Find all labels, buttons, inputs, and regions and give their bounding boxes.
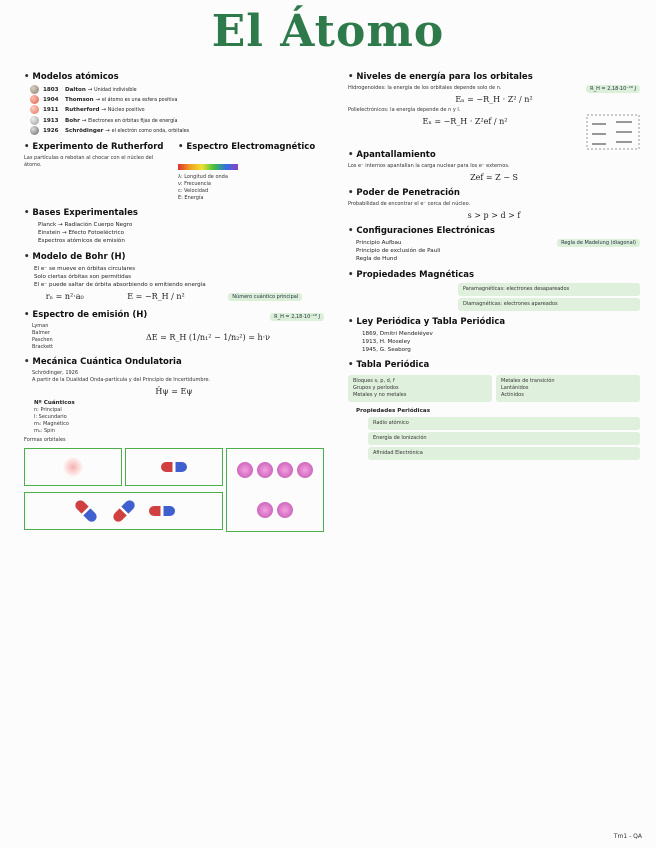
schrodinger-eq: Ĥψ = Eψ <box>155 387 193 397</box>
modelo-item: 1926 Schrödinger → el electrón como onda, orbitales <box>24 126 324 136</box>
config-item: Principio de exclusión de Pauli <box>356 248 441 255</box>
section-penet <box>348 188 640 220</box>
energy-diagram <box>586 114 640 150</box>
section-heading: • Mecánica Cuántica Ondulatoria <box>24 357 324 367</box>
section-config <box>348 226 640 264</box>
espectro-label: c: Velocidad <box>178 188 209 195</box>
modelo-year: 1904 <box>43 97 59 104</box>
orbitales-label: Formas orbitales <box>24 437 66 444</box>
section-ley <box>348 317 640 355</box>
section-mecanica <box>24 357 324 532</box>
orbital-p <box>125 448 223 486</box>
atom-icon <box>30 126 39 135</box>
left-column <box>24 72 324 538</box>
props-heading: Propiedades Periódicas <box>356 408 431 415</box>
tabla-item: Actínidos <box>501 392 524 399</box>
section-bohr <box>24 252 324 305</box>
section-emision <box>24 310 324 351</box>
modelos-list <box>24 85 324 136</box>
modelo-item: 1803 Dalton → Unidad indivisible <box>24 85 324 95</box>
section-heading: • Espectro de emisión (H) <box>24 310 147 320</box>
modelo-item: 1911 Rutherford → Núcleo positivo <box>24 105 324 115</box>
niveles-badge: R_H = 2,18·10⁻¹⁸ J <box>586 85 640 93</box>
penet-text: Probabilidad de encontrar el e⁻ cerca del núcleo. <box>348 201 471 207</box>
emision-formula: ΔE = R_H (1/n₁² − 1/n₂²) = h·ν <box>145 332 271 342</box>
footer-label: Tm1 - QA <box>613 833 642 840</box>
section-heading: • Tabla Periódica <box>348 360 640 370</box>
niveles-text: Hidrogenoides: la energía de los orbitales depende solo de n. <box>348 85 502 91</box>
section-heading: • Modelos atómicos <box>24 72 324 82</box>
bohr-radius-formula: rₙ = n²·a₀ <box>45 292 84 302</box>
section-heading: • Bases Experimentales <box>24 208 324 218</box>
tabla-item: Metales de transición <box>501 378 555 385</box>
apant-formula: Zef = Z − S <box>470 173 518 182</box>
modelo-desc: Núcleo positivo <box>107 108 145 114</box>
bohr-badge: Número cuántico principal <box>228 293 302 301</box>
orbital-d <box>24 492 223 530</box>
ley-item: 1913, H. Moseley <box>362 338 411 345</box>
orbital-s <box>24 448 122 486</box>
modelo-year: 1926 <box>43 127 59 134</box>
prop-item: Radio atómico <box>368 417 640 430</box>
niveles-formula2: Eₙ = −R_H · Z²ef / n² <box>422 117 508 126</box>
section-heading: • Experimento de Rutherford <box>24 142 170 152</box>
section-heading: • Poder de Penetración <box>348 188 640 198</box>
atom-icon <box>30 85 39 94</box>
magnet-item: Diamagnéticas: electrones apareados <box>458 298 640 311</box>
tabla-item: Metales y no metales <box>353 392 407 399</box>
modelo-desc: Electrones en órbitas fijas de energía <box>88 118 178 124</box>
bases-item: Planck → Radiación Cuerpo Negro <box>38 222 133 229</box>
section-heading: • Ley Periódica y Tabla Periódica <box>348 317 640 327</box>
modelo-name: Dalton <box>65 87 86 93</box>
tabla-item: Bloques s, p, d, f <box>353 378 395 385</box>
bohr-line: Solo ciertas órbitas son permitidas <box>34 273 132 280</box>
modelo-desc: Unidad indivisible <box>94 88 137 93</box>
modelo-desc: el átomo es una esfera positiva <box>101 98 178 104</box>
section-apant <box>348 150 640 182</box>
bohr-line: El e⁻ puede saltar de órbita absorbiendo o emitiendo energía <box>34 282 206 289</box>
modelo-desc: el electrón como onda, orbitales <box>111 128 190 134</box>
orbital-f <box>226 448 324 532</box>
page-title: El Átomo <box>211 6 445 57</box>
modelo-name: Rutherford <box>65 107 100 114</box>
section-heading: • Apantallamiento <box>348 150 640 160</box>
apant-text: Los e⁻ internos apantallan la carga nuclear para los e⁻ externos. <box>348 163 510 169</box>
section-heading: • Espectro Electromagnético <box>178 142 324 152</box>
num-item: mₛ: Spin <box>34 428 55 435</box>
config-item: Principio Aufbau <box>356 240 402 246</box>
atom-icon <box>30 116 39 125</box>
modelo-year: 1911 <box>43 107 59 114</box>
section-magnet <box>348 270 640 311</box>
num-item: n: Principal <box>34 407 62 414</box>
modelo-name: Bohr <box>65 117 80 124</box>
tabla-right-box <box>496 375 640 402</box>
orbital-grid <box>24 448 324 532</box>
modelo-item: 1913 Bohr → Electrones en órbitas fijas de energía <box>24 116 324 126</box>
modelo-year: 1913 <box>43 117 59 124</box>
section-bases <box>24 208 324 246</box>
mecanica-text: A partir de la Dualidad Onda-partícula y del Principio de Incertidumbre. <box>32 377 211 384</box>
modelo-item: 1904 Thomson → el átomo es una esfera positiva <box>24 95 324 105</box>
penet-order: s > p > d > f <box>467 211 521 220</box>
atom-icon <box>30 105 39 114</box>
espectro-labels <box>178 174 324 202</box>
section-tabla <box>348 360 640 460</box>
ley-item: 1945, G. Seaborg <box>362 347 411 354</box>
tabla-left-box <box>348 375 492 402</box>
atom-icon <box>30 95 39 104</box>
section-heading: • Propiedades Magnéticas <box>348 270 640 280</box>
section-heading: • Configuraciones Electrónicas <box>348 226 640 236</box>
series-name: Balmer <box>32 330 50 337</box>
espectro-label: E: Energía <box>178 195 204 202</box>
bases-item: Einstein → Efecto Fotoeléctrico <box>38 230 125 237</box>
niveles-formula: Eₙ = −R_H · Z² / n² <box>455 95 533 104</box>
modelo-name: Thomson <box>65 97 94 104</box>
section-modelos <box>24 72 324 136</box>
series-name: Brackett <box>32 344 54 351</box>
config-badge: Regla de Madelung (diagonal) <box>557 239 640 247</box>
section-heading: • Modelo de Bohr (H) <box>24 252 324 262</box>
prop-item: Afinidad Electrónica <box>368 447 640 460</box>
section-heading: • Niveles de energía para los orbitales <box>348 72 640 82</box>
tabla-item: Grupos y períodos <box>353 385 399 392</box>
bohr-energy-formula: E = −R_H / n² <box>127 292 185 302</box>
num-item: l: Secundario <box>34 414 67 421</box>
ruth-text: Las partículas α rebotan al chocar con el núcleo del átomo. <box>24 155 154 169</box>
tabla-item: Lantánidos <box>501 385 529 392</box>
rh-badge: R_H = 2,18·10⁻¹⁸ J <box>270 313 324 321</box>
modelo-year: 1803 <box>43 87 59 93</box>
espectro-label: ν: Frecuencia <box>178 181 211 188</box>
series-name: Lyman <box>32 323 49 330</box>
config-item: Regla de Hund <box>356 256 398 263</box>
spectrum-bar <box>178 164 238 170</box>
section-rutherford-espectro <box>24 142 324 202</box>
bases-item: Espectros atómicos de emisión <box>38 238 125 245</box>
ley-item: 1869, Dmitri Mendeléyev <box>362 330 433 337</box>
mecanica-sub: Schrödinger, 1926 <box>32 370 79 377</box>
espectro-label: λ: Longitud de onda <box>178 174 228 181</box>
modelo-name: Schrödinger <box>65 127 104 134</box>
prop-item: Energía de Ionización <box>368 432 640 445</box>
bohr-line: El e⁻ se mueve en órbitas circulares <box>34 265 135 272</box>
niveles-text2: Polielectrónicos: la energía depende de n y l. <box>348 107 461 113</box>
num-item: mₗ: Magnético <box>34 421 69 428</box>
series-name: Paschen <box>32 337 53 344</box>
section-niveles <box>348 72 640 126</box>
nums-heading: Nº Cuánticos <box>34 400 75 407</box>
right-column <box>348 72 640 466</box>
magnet-item: Paramagnéticas: electrones desapareados <box>458 283 640 296</box>
